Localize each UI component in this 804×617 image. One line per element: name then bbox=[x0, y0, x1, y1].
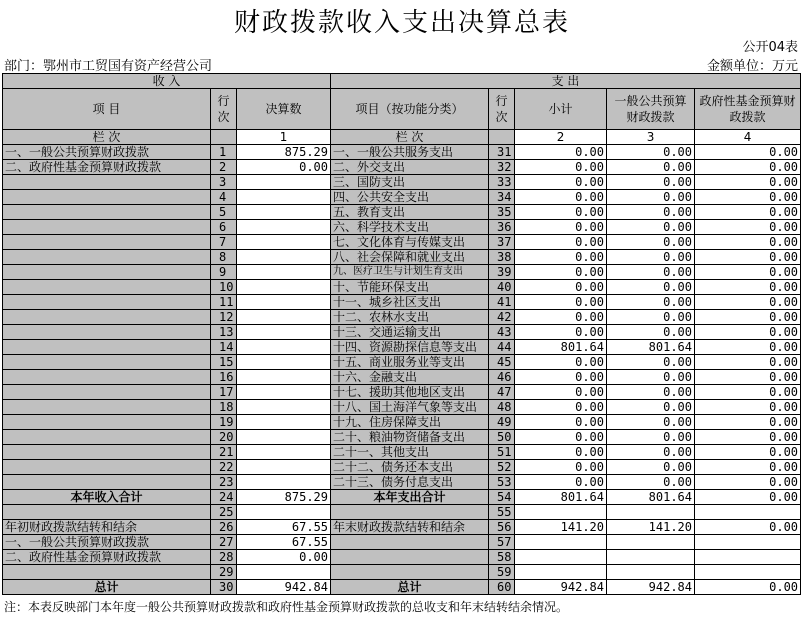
expense-subtotal: 0.00 bbox=[515, 160, 607, 175]
expense-gov-fund: 0.00 bbox=[695, 490, 801, 505]
income-rowno: 25 bbox=[211, 505, 237, 520]
table-row bbox=[3, 460, 801, 475]
expense-rowno: 59 bbox=[489, 565, 515, 580]
table-row bbox=[3, 265, 801, 280]
table-row bbox=[3, 310, 801, 325]
income-rowno: 14 bbox=[211, 340, 237, 355]
income-final bbox=[237, 505, 331, 520]
expense-item: 十、节能环保支出 bbox=[331, 280, 489, 295]
expense-gov-fund: 0.00 bbox=[695, 430, 801, 445]
expense-general: 0.00 bbox=[607, 325, 695, 340]
expense-general: 0.00 bbox=[607, 355, 695, 370]
expense-subtotal: 0.00 bbox=[515, 235, 607, 250]
income-rowno: 3 bbox=[211, 175, 237, 190]
table-row bbox=[3, 250, 801, 265]
expense-gov-fund: 0.00 bbox=[695, 280, 801, 295]
income-rowno: 9 bbox=[211, 265, 237, 280]
income-item bbox=[3, 415, 211, 430]
expense-general: 0.00 bbox=[607, 445, 695, 460]
income-item bbox=[3, 280, 211, 295]
expense-subtotal: 0.00 bbox=[515, 250, 607, 265]
expense-subtotal bbox=[515, 505, 607, 520]
expense-general: 801.64 bbox=[607, 490, 695, 505]
income-item bbox=[3, 370, 211, 385]
expense-subtotal: 0.00 bbox=[515, 325, 607, 340]
income-item bbox=[3, 475, 211, 490]
expense-subtotal: 0.00 bbox=[515, 310, 607, 325]
expense-item: 十一、城乡社区支出 bbox=[331, 295, 489, 310]
expense-item: 二十一、其他支出 bbox=[331, 445, 489, 460]
expense-item: 十六、金融支出 bbox=[331, 370, 489, 385]
department-label: 部门：鄂州市工贸国有资产经营公司 bbox=[4, 59, 213, 74]
expense-gov-fund: 0.00 bbox=[695, 520, 801, 535]
table-row bbox=[3, 550, 801, 565]
expense-general: 0.00 bbox=[607, 265, 695, 280]
income-final bbox=[237, 325, 331, 340]
income-final bbox=[237, 310, 331, 325]
income-item bbox=[3, 220, 211, 235]
expense-general: 0.00 bbox=[607, 250, 695, 265]
expense-gov-fund: 0.00 bbox=[695, 175, 801, 190]
table-row bbox=[3, 355, 801, 370]
table-row bbox=[3, 520, 801, 535]
expense-general: 0.00 bbox=[607, 430, 695, 445]
income-final bbox=[237, 400, 331, 415]
expense-subtotal: 0.00 bbox=[515, 415, 607, 430]
income-rowno: 28 bbox=[211, 550, 237, 565]
expense-rowno: 42 bbox=[489, 310, 515, 325]
expense-gov-fund: 0.00 bbox=[695, 220, 801, 235]
income-rowno: 23 bbox=[211, 475, 237, 490]
expense-gov-fund: 0.00 bbox=[695, 235, 801, 250]
expense-header: 支 出 bbox=[331, 74, 801, 89]
col-label: 栏 次 bbox=[3, 130, 211, 145]
expense-item: 年末财政拨款结转和结余 bbox=[331, 520, 489, 535]
expense-rowno: 55 bbox=[489, 505, 515, 520]
expense-rowno: 38 bbox=[489, 250, 515, 265]
expense-subtotal: 0.00 bbox=[515, 445, 607, 460]
expense-general: 0.00 bbox=[607, 280, 695, 295]
expense-subtotal: 0.00 bbox=[515, 190, 607, 205]
expense-gov-fund: 0.00 bbox=[695, 475, 801, 490]
expense-subtotal: 141.20 bbox=[515, 520, 607, 535]
col-rowno2: 行次 bbox=[489, 89, 515, 130]
expense-gov-fund: 0.00 bbox=[695, 205, 801, 220]
expense-item bbox=[331, 550, 489, 565]
expense-gov-fund: 0.00 bbox=[695, 580, 801, 595]
expense-general: 0.00 bbox=[607, 460, 695, 475]
expense-general bbox=[607, 565, 695, 580]
expense-item: 一、一般公共服务支出 bbox=[331, 145, 489, 160]
table-row bbox=[3, 325, 801, 340]
expense-rowno: 34 bbox=[489, 190, 515, 205]
expense-general: 0.00 bbox=[607, 205, 695, 220]
expense-item bbox=[331, 535, 489, 550]
expense-rowno: 54 bbox=[489, 490, 515, 505]
col-label2: 栏 次 bbox=[331, 130, 489, 145]
col-general: 一般公共预算财政拨款 bbox=[607, 89, 695, 130]
income-rowno: 26 bbox=[211, 520, 237, 535]
income-final bbox=[237, 370, 331, 385]
income-final: 875.29 bbox=[237, 490, 331, 505]
expense-gov-fund bbox=[695, 550, 801, 565]
expense-subtotal bbox=[515, 565, 607, 580]
expense-rowno: 49 bbox=[489, 415, 515, 430]
income-rowno: 27 bbox=[211, 535, 237, 550]
income-final bbox=[237, 385, 331, 400]
expense-item: 四、公共安全支出 bbox=[331, 190, 489, 205]
expense-rowno: 57 bbox=[489, 535, 515, 550]
col-subtotal: 小计 bbox=[515, 89, 607, 130]
unit-label: 金额单位：万元 bbox=[706, 59, 798, 74]
income-item bbox=[3, 175, 211, 190]
expense-general: 0.00 bbox=[607, 385, 695, 400]
expense-subtotal: 0.00 bbox=[515, 220, 607, 235]
expense-rowno: 37 bbox=[489, 235, 515, 250]
expense-subtotal: 0.00 bbox=[515, 280, 607, 295]
expense-gov-fund bbox=[695, 565, 801, 580]
income-rowno: 6 bbox=[211, 220, 237, 235]
table-row bbox=[3, 160, 801, 175]
table-row bbox=[3, 175, 801, 190]
expense-general: 0.00 bbox=[607, 415, 695, 430]
expense-general: 801.64 bbox=[607, 340, 695, 355]
expense-gov-fund bbox=[695, 505, 801, 520]
expense-item: 本年支出合计 bbox=[331, 490, 489, 505]
income-final bbox=[237, 265, 331, 280]
expense-rowno: 60 bbox=[489, 580, 515, 595]
expense-rowno: 31 bbox=[489, 145, 515, 160]
income-final: 67.55 bbox=[237, 520, 331, 535]
expense-subtotal: 0.00 bbox=[515, 295, 607, 310]
expense-rowno: 58 bbox=[489, 550, 515, 565]
income-item bbox=[3, 235, 211, 250]
footnote: 注：本表反映部门本年度一般公共预算财政拨款和政府性基金预算财政拨款的总收支和年末结转结余情况。 bbox=[4, 600, 569, 614]
income-rowno: 29 bbox=[211, 565, 237, 580]
expense-subtotal: 0.00 bbox=[515, 400, 607, 415]
expense-rowno: 39 bbox=[489, 265, 515, 280]
income-rowno: 18 bbox=[211, 400, 237, 415]
expense-rowno: 56 bbox=[489, 520, 515, 535]
expense-gov-fund: 0.00 bbox=[695, 415, 801, 430]
expense-rowno: 51 bbox=[489, 445, 515, 460]
income-final bbox=[237, 295, 331, 310]
income-item bbox=[3, 355, 211, 370]
expense-subtotal: 0.00 bbox=[515, 370, 607, 385]
table-row bbox=[3, 535, 801, 550]
expense-general bbox=[607, 535, 695, 550]
expense-rowno: 46 bbox=[489, 370, 515, 385]
expense-subtotal: 0.00 bbox=[515, 385, 607, 400]
income-item bbox=[3, 325, 211, 340]
income-rowno: 21 bbox=[211, 445, 237, 460]
income-final bbox=[237, 235, 331, 250]
expense-subtotal: 0.00 bbox=[515, 205, 607, 220]
expense-gov-fund: 0.00 bbox=[695, 265, 801, 280]
income-item: 年初财政拨款结转和结余 bbox=[3, 520, 211, 535]
expense-general: 942.84 bbox=[607, 580, 695, 595]
expense-rowno: 35 bbox=[489, 205, 515, 220]
expense-subtotal: 801.64 bbox=[515, 490, 607, 505]
income-rowno: 7 bbox=[211, 235, 237, 250]
expense-general: 0.00 bbox=[607, 175, 695, 190]
expense-gov-fund: 0.00 bbox=[695, 355, 801, 370]
expense-item bbox=[331, 505, 489, 520]
table-row bbox=[3, 145, 801, 160]
expense-gov-fund: 0.00 bbox=[695, 190, 801, 205]
income-final: 0.00 bbox=[237, 160, 331, 175]
expense-gov-fund: 0.00 bbox=[695, 340, 801, 355]
income-item bbox=[3, 400, 211, 415]
expense-gov-fund: 0.00 bbox=[695, 295, 801, 310]
expense-rowno: 52 bbox=[489, 460, 515, 475]
expense-rowno: 33 bbox=[489, 175, 515, 190]
income-item bbox=[3, 340, 211, 355]
table-row bbox=[3, 205, 801, 220]
col-index-3: 3 bbox=[607, 130, 695, 145]
table-row bbox=[3, 475, 801, 490]
income-final bbox=[237, 445, 331, 460]
expense-general: 0.00 bbox=[607, 190, 695, 205]
income-rowno: 17 bbox=[211, 385, 237, 400]
income-item bbox=[3, 565, 211, 580]
income-final bbox=[237, 280, 331, 295]
col-item-func: 项目（按功能分类） bbox=[331, 89, 489, 130]
income-final: 67.55 bbox=[237, 535, 331, 550]
col-gov-fund: 政府性基金预算财政拨款 bbox=[695, 89, 801, 130]
income-final bbox=[237, 340, 331, 355]
income-final: 875.29 bbox=[237, 145, 331, 160]
table-row bbox=[3, 580, 801, 595]
expense-item: 二十二、债务还本支出 bbox=[331, 460, 489, 475]
expense-item: 十三、交通运输支出 bbox=[331, 325, 489, 340]
expense-rowno: 50 bbox=[489, 430, 515, 445]
expense-gov-fund: 0.00 bbox=[695, 160, 801, 175]
income-item: 本年收入合计 bbox=[3, 490, 211, 505]
expense-item: 六、科学技术支出 bbox=[331, 220, 489, 235]
income-rowno: 30 bbox=[211, 580, 237, 595]
expense-gov-fund: 0.00 bbox=[695, 325, 801, 340]
col-item: 项 目 bbox=[3, 89, 211, 130]
expense-item: 二十三、债务付息支出 bbox=[331, 475, 489, 490]
income-final bbox=[237, 175, 331, 190]
income-final bbox=[237, 415, 331, 430]
table-row bbox=[3, 430, 801, 445]
income-final bbox=[237, 205, 331, 220]
expense-rowno: 32 bbox=[489, 160, 515, 175]
expense-general bbox=[607, 505, 695, 520]
expense-subtotal bbox=[515, 550, 607, 565]
income-rowno: 5 bbox=[211, 205, 237, 220]
expense-gov-fund: 0.00 bbox=[695, 385, 801, 400]
income-item bbox=[3, 460, 211, 475]
expense-item: 十七、援助其他地区支出 bbox=[331, 385, 489, 400]
expense-general: 0.00 bbox=[607, 400, 695, 415]
expense-subtotal: 0.00 bbox=[515, 175, 607, 190]
expense-rowno: 43 bbox=[489, 325, 515, 340]
expense-gov-fund: 0.00 bbox=[695, 460, 801, 475]
expense-subtotal: 0.00 bbox=[515, 145, 607, 160]
income-rowno: 10 bbox=[211, 280, 237, 295]
income-item bbox=[3, 505, 211, 520]
expense-gov-fund: 0.00 bbox=[695, 400, 801, 415]
expense-item: 十八、国土海洋气象等支出 bbox=[331, 400, 489, 415]
table-row bbox=[3, 490, 801, 505]
income-rowno: 4 bbox=[211, 190, 237, 205]
income-header: 收 入 bbox=[3, 74, 331, 89]
income-final bbox=[237, 220, 331, 235]
income-rowno: 1 bbox=[211, 145, 237, 160]
income-final: 942.84 bbox=[237, 580, 331, 595]
income-item bbox=[3, 295, 211, 310]
expense-general: 0.00 bbox=[607, 235, 695, 250]
income-final: 0.00 bbox=[237, 550, 331, 565]
income-item bbox=[3, 445, 211, 460]
col-index-1: 1 bbox=[237, 130, 331, 145]
expense-gov-fund: 0.00 bbox=[695, 310, 801, 325]
expense-gov-fund: 0.00 bbox=[695, 370, 801, 385]
income-rowno: 13 bbox=[211, 325, 237, 340]
page-title: 财政拨款收入支出决算总表 bbox=[233, 8, 570, 38]
table-row bbox=[3, 280, 801, 295]
col-index-2: 2 bbox=[515, 130, 607, 145]
income-final bbox=[237, 190, 331, 205]
form-number: 公开04表 bbox=[742, 40, 798, 55]
expense-rowno: 45 bbox=[489, 355, 515, 370]
expense-item: 九、医疗卫生与计划生育支出 bbox=[331, 265, 489, 280]
expense-item: 总计 bbox=[331, 580, 489, 595]
table-row bbox=[3, 385, 801, 400]
table-row bbox=[3, 340, 801, 355]
expense-gov-fund: 0.00 bbox=[695, 445, 801, 460]
expense-general: 0.00 bbox=[607, 220, 695, 235]
income-final bbox=[237, 460, 331, 475]
expense-rowno: 36 bbox=[489, 220, 515, 235]
table-row bbox=[3, 565, 801, 580]
income-item bbox=[3, 250, 211, 265]
expense-subtotal: 801.64 bbox=[515, 340, 607, 355]
expense-rowno: 48 bbox=[489, 400, 515, 415]
income-item: 一、一般公共预算财政拨款 bbox=[3, 535, 211, 550]
income-item: 总计 bbox=[3, 580, 211, 595]
expense-general: 0.00 bbox=[607, 310, 695, 325]
income-item: 一、一般公共预算财政拨款 bbox=[3, 145, 211, 160]
expense-general: 0.00 bbox=[607, 475, 695, 490]
budget-table bbox=[2, 73, 801, 595]
income-item bbox=[3, 385, 211, 400]
income-rowno: 2 bbox=[211, 160, 237, 175]
income-item: 二、政府性基金预算财政拨款 bbox=[3, 160, 211, 175]
expense-rowno: 47 bbox=[489, 385, 515, 400]
expense-item: 二、外交支出 bbox=[331, 160, 489, 175]
expense-item: 十五、商业服务业等支出 bbox=[331, 355, 489, 370]
expense-gov-fund: 0.00 bbox=[695, 250, 801, 265]
table-row bbox=[3, 445, 801, 460]
income-rowno: 11 bbox=[211, 295, 237, 310]
expense-item: 五、教育支出 bbox=[331, 205, 489, 220]
expense-item: 十四、资源勘探信息等支出 bbox=[331, 340, 489, 355]
table-row bbox=[3, 220, 801, 235]
expense-rowno: 40 bbox=[489, 280, 515, 295]
expense-general bbox=[607, 550, 695, 565]
income-rowno: 8 bbox=[211, 250, 237, 265]
expense-item: 二十、粮油物资储备支出 bbox=[331, 430, 489, 445]
expense-subtotal: 0.00 bbox=[515, 460, 607, 475]
expense-subtotal: 942.84 bbox=[515, 580, 607, 595]
expense-item bbox=[331, 565, 489, 580]
table-row bbox=[3, 235, 801, 250]
income-final bbox=[237, 475, 331, 490]
expense-general: 0.00 bbox=[607, 295, 695, 310]
table-row bbox=[3, 190, 801, 205]
expense-rowno: 53 bbox=[489, 475, 515, 490]
expense-gov-fund: 0.00 bbox=[695, 145, 801, 160]
income-final bbox=[237, 355, 331, 370]
col-index-4: 4 bbox=[695, 130, 801, 145]
table-row bbox=[3, 415, 801, 430]
income-item bbox=[3, 205, 211, 220]
income-item bbox=[3, 310, 211, 325]
expense-general: 141.20 bbox=[607, 520, 695, 535]
table-row bbox=[3, 370, 801, 385]
table-row bbox=[3, 400, 801, 415]
income-rowno: 20 bbox=[211, 430, 237, 445]
expense-item: 三、国防支出 bbox=[331, 175, 489, 190]
expense-general: 0.00 bbox=[607, 145, 695, 160]
table-row bbox=[3, 505, 801, 520]
col-final: 决算数 bbox=[237, 89, 331, 130]
income-rowno: 22 bbox=[211, 460, 237, 475]
table-row bbox=[3, 295, 801, 310]
income-item bbox=[3, 265, 211, 280]
expense-subtotal: 0.00 bbox=[515, 475, 607, 490]
expense-gov-fund bbox=[695, 535, 801, 550]
expense-item: 十九、住房保障支出 bbox=[331, 415, 489, 430]
expense-general: 0.00 bbox=[607, 370, 695, 385]
expense-subtotal bbox=[515, 535, 607, 550]
income-item bbox=[3, 190, 211, 205]
income-rowno: 12 bbox=[211, 310, 237, 325]
expense-subtotal: 0.00 bbox=[515, 355, 607, 370]
income-rowno: 16 bbox=[211, 370, 237, 385]
expense-item: 八、社会保障和就业支出 bbox=[331, 250, 489, 265]
income-rowno: 19 bbox=[211, 415, 237, 430]
income-final bbox=[237, 250, 331, 265]
income-rowno: 24 bbox=[211, 490, 237, 505]
income-final bbox=[237, 430, 331, 445]
expense-subtotal: 0.00 bbox=[515, 265, 607, 280]
expense-item: 七、文化体育与传媒支出 bbox=[331, 235, 489, 250]
expense-general: 0.00 bbox=[607, 160, 695, 175]
income-item: 二、政府性基金预算财政拨款 bbox=[3, 550, 211, 565]
expense-rowno: 44 bbox=[489, 340, 515, 355]
income-rowno: 15 bbox=[211, 355, 237, 370]
col-rowno: 行次 bbox=[211, 89, 237, 130]
expense-rowno: 41 bbox=[489, 295, 515, 310]
expense-item: 十二、农林水支出 bbox=[331, 310, 489, 325]
income-final bbox=[237, 565, 331, 580]
income-item bbox=[3, 430, 211, 445]
expense-subtotal: 0.00 bbox=[515, 430, 607, 445]
